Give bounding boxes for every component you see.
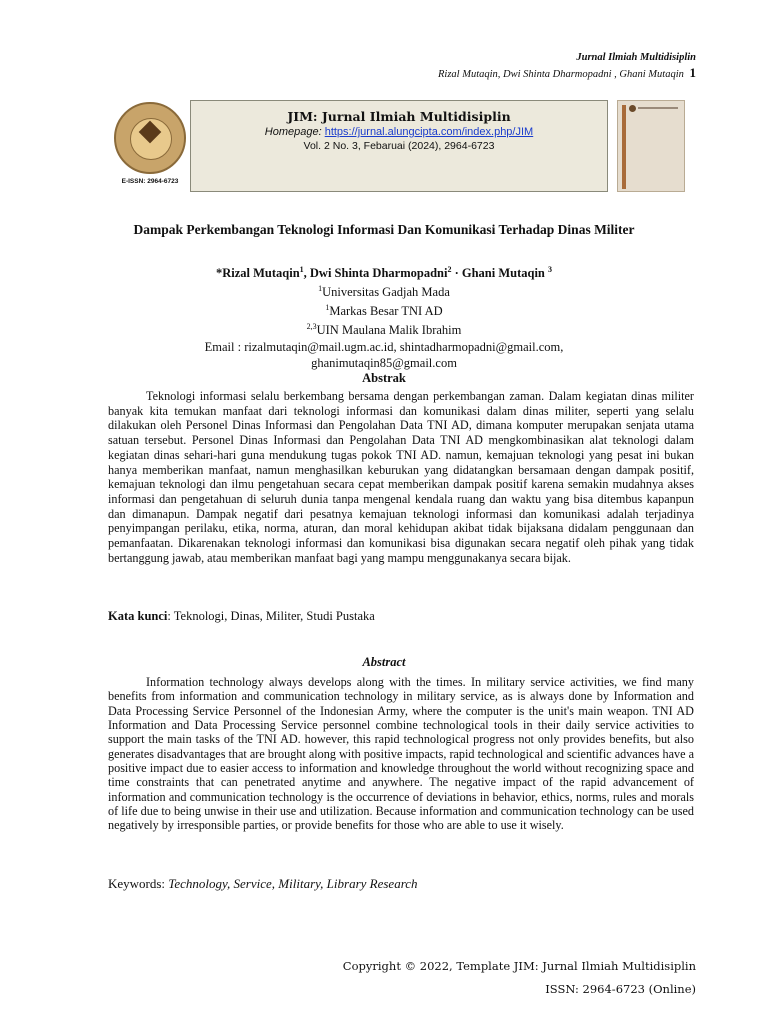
journal-name: JIM: Jurnal Ilmiah Multidisiplin — [287, 109, 511, 124]
eissn-label: E-ISSN: 2964-6723 — [121, 178, 179, 185]
homepage-line — [191, 126, 607, 138]
abstract-body: Information technology always develops along with the times. In military service activities, we find many benefits from information and communication technology in military service, as is always done by Information and Data Processing Service Personnel of the Indonesian Army, where the computer is the unit's main weapon. TNI AD Information and Data Processing Service personnel combine technological tools in their daily service activities to support the main tasks of the TNI AD. however, this rapid technological progress not only provides benefits, but also generates disadvantages that are brought along with positive impacts, rapid technological and scientific advances have a positive impact due to easier access to information and knowledge throughout the world without recognizing space and time constraints that can penetrated anytime and anywhere. The negative impact of the rapid advancement of information and communication technology is the occurrence of deviations in behavior, ethics, norms, rules and morals of life due to being unwise in their use and utilization. Because information and communication technology can be used negatively by irresponsible parties, or provide benefits for those who are able to use it wisely. — [108, 675, 694, 833]
volume-info: Vol. 2 No. 3, Febaruai (2024), 2964-6723 — [303, 140, 495, 152]
abstrak-heading: Abstrak — [362, 371, 406, 385]
running-head-authors: Rizal Mutaqin, Dwi Shinta Dharmopadni , Ghani Mutaqin — [437, 69, 684, 80]
author-block — [60, 262, 708, 371]
journal-logo — [112, 102, 188, 185]
email-line-1: Email : rizalmutaqin@mail.ugm.ac.id, shintadharmopadni@gmail.com, — [204, 339, 564, 354]
paper-title: Dampak Perkembangan Teknologi Informasi Dan Komunikasi Terhadap Dinas Militer — [133, 222, 635, 237]
kata-kunci: Kata kunci: Teknologi, Dinas, Militer, Studi Pustaka — [108, 609, 375, 623]
affiliation-3: $^{2,3}$UIN Maulana Malik Ibrahim — [306, 322, 462, 338]
journal-header-box — [190, 100, 608, 192]
journal-cover-thumbnail — [617, 100, 685, 192]
issn-online: ISSN: 2964-6723 (Online) — [545, 982, 696, 996]
abstract-heading: Abstract — [362, 655, 406, 669]
running-head-journal: Jurnal Ilmiah Multidisiplin — [576, 52, 696, 63]
copyright-notice: Copyright © 2022, Template JIM: Jurnal Ilmiah Multidisiplin — [342, 959, 696, 973]
homepage-link[interactable]: https://jurnal.alungcipta.com/index.php/JIM — [324, 126, 534, 138]
seal-icon — [114, 102, 186, 174]
keywords: Keywords: Technology, Service, Military, Library Research — [108, 876, 418, 891]
running-head-authors-line — [438, 65, 696, 82]
affiliation-1: $^1$Universitas Gadjah Mada — [318, 284, 450, 300]
running-head — [438, 50, 696, 82]
abstrak-body: Teknologi informasi selalu berkembang bersama dengan perkembangan zaman. Dalam kegiatan dinas militer banyak kita temukan manfaat dari teknologi informasi dan komunikasi dalam dinas militer, seperti yang selalu dilakukan oleh Personel Dinas Informasi dan Pengolahan Data TNI AD, dimana komputer merupakan senjata utama satuan tersebut. Personel Dinas Informasi dan Pengolahan Data TNI AD mengkombinasikan alat teknologi dalam kegiatan dinas sehari-hari guna mendukung tugas pokok TNI AD. namun, kemajuan teknologi yang pesat ini bukan hanya memberikan manfaat, namun menghasilkan keburukan yang didatangkan bersamaan dengan dampak positif, kemajuan teknologi dan ilmu pengetahuan secara cepat memberikan dampak positif karena semakin mudahnya akses informasi dan pengetahuan di seluruh dunia tanpa mengenal kendala ruang dan waktu yang bisa ditembus kapanpun dan dimanapun. Dampak negatif dari pesatnya kemajuan teknologi informasi dan komunikasi adalah terjadinya penyimpangan perilaku, etika, norma, aturan, dan moral kehidupan akibat tidak bijaksana didalam penggunaan dan pemanfaatan. Dikarenakan teknologi informasi dan komunikasi bisa digunakan secara negatif oleh pihak yang tidak bertanggung jawab, atau memberikan manfaat bagi yang mampu menggunakanya secara bijak. — [108, 389, 694, 565]
homepage-label: Homepage: — [264, 126, 322, 138]
page-number: 1 — [689, 65, 696, 80]
email-line-2: ghanimutaqin85@gmail.com — [311, 355, 457, 370]
author-names: *Rizal Mutaqin$^1$, Dwi Shinta Dharmopadni$^2$ · Ghani Mutaqin $^3$ — [215, 265, 553, 281]
affiliation-2: $^1$Markas Besar TNI AD — [325, 303, 443, 319]
